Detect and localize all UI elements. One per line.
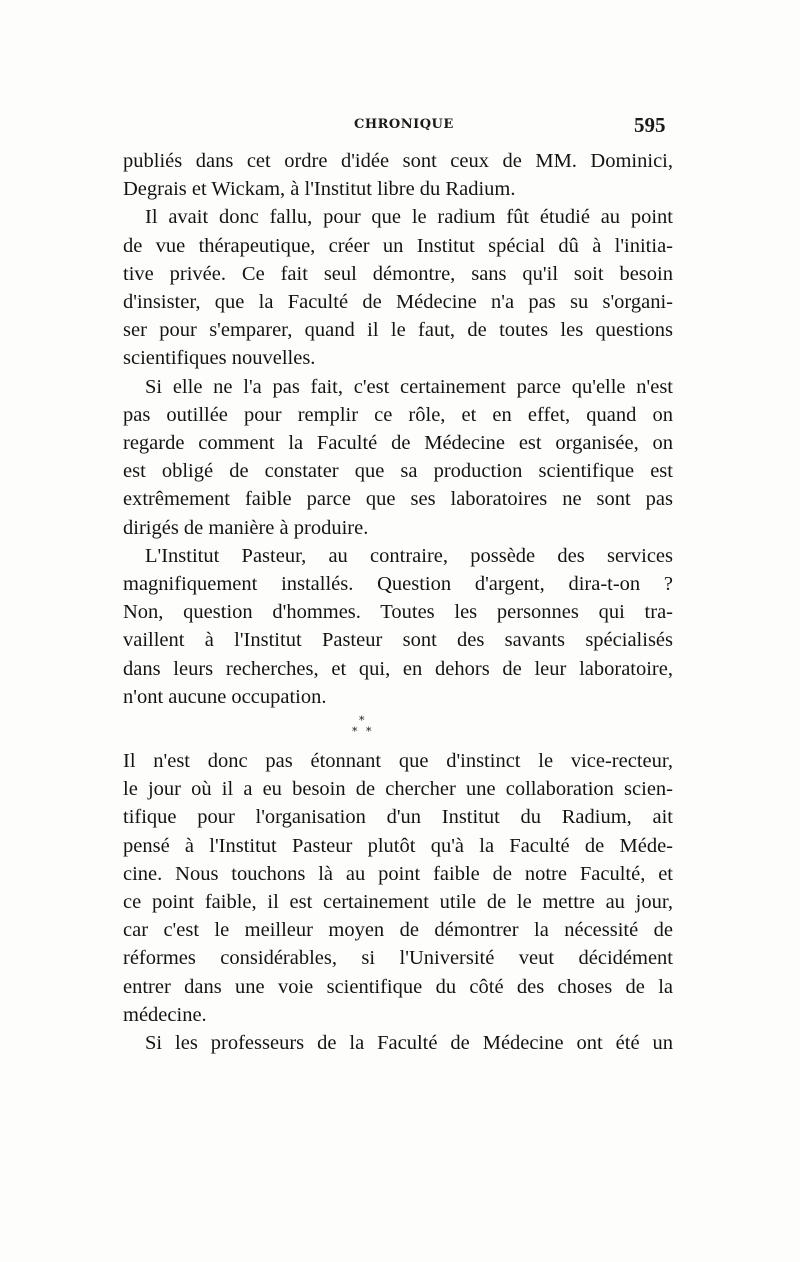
text-line: n'ont aucune occupation.	[123, 685, 327, 708]
text-line: ce point faible, il est certainement utile de le mettre au jour,	[123, 891, 673, 914]
text-line: Il avait donc fallu, pour que le radium fût étudié au point	[145, 206, 673, 229]
paragraph-4	[123, 542, 673, 711]
text-line: L'Institut Pasteur, au contraire, possède des services	[145, 544, 673, 567]
text-line: publiés dans cet ordre d'idée sont ceux de MM. Dominici,	[123, 150, 673, 172]
text-line: réformes considérables, si l'Université veut décidément	[123, 947, 673, 970]
page-header	[0, 113, 800, 139]
text-line: Degrais et Wickam, à l'Institut libre du Radium.	[123, 178, 516, 201]
text-line: car c'est le meilleur moyen de démontrer la nécessité de	[123, 919, 673, 942]
text-line: magnifiquement installés. Question d'argent, dira-t-on ?	[123, 573, 673, 596]
text-line: Si les professeurs de la Faculté de Médecine ont été un	[145, 1032, 673, 1055]
running-title: CHRONIQUE	[354, 117, 454, 132]
text-line: pas outillée pour remplir ce rôle, et en effet, quand on	[123, 403, 673, 426]
text-line: d'insister, que la Faculté de Médecine n'a pas su s'organi-	[123, 291, 673, 314]
body-text	[123, 147, 673, 1057]
page-number: 595	[634, 113, 666, 137]
text-line: scientifiques nouvelles.	[123, 347, 316, 370]
text-line: tifique pour l'organisation d'un Institut du Radium, ait	[123, 806, 673, 829]
text-line: dirigés de manière à produire.	[123, 516, 369, 539]
text-line: Si elle ne l'a pas fait, c'est certainement parce qu'elle n'est	[145, 375, 673, 398]
text-line: regarde comment la Faculté de Médecine est organisée, on	[123, 432, 673, 455]
text-line: de vue thérapeutique, créer un Institut spécial dû à l'initia-	[123, 234, 673, 257]
text-line: extrêmement faible parce que ses laboratoires ne sont pas	[123, 488, 673, 511]
text-line: est obligé de constater que sa production scientifique est	[123, 460, 673, 483]
asterism-star: *	[359, 714, 365, 728]
text-line: médecine.	[123, 1003, 207, 1026]
text-line: Il n'est donc pas étonnant que d'instinct le vice-recteur,	[123, 750, 673, 773]
text-line: ser pour s'emparer, quand il le faut, de toutes les questions	[123, 319, 673, 342]
text-line: vaillent à l'Institut Pasteur sont des savants spécialisés	[123, 629, 673, 652]
text-line: tive privée. Ce fait seul démontre, sans qu'il soit besoin	[123, 262, 673, 285]
paragraph-5	[123, 747, 673, 1029]
paragraph-6	[123, 1029, 673, 1057]
paragraph-2	[123, 203, 673, 372]
paragraph-1	[123, 147, 673, 203]
asterism-star: *	[352, 725, 358, 739]
text-line: dans leurs recherches, et qui, en dehors de leur laboratoire,	[123, 657, 673, 680]
section-asterism	[123, 711, 673, 747]
asterism-star: *	[366, 725, 372, 739]
text-line: Non, question d'hommes. Toutes les personnes qui tra-	[123, 601, 673, 624]
text-line: pensé à l'Institut Pasteur plutôt qu'à la Faculté de Méde-	[123, 834, 673, 857]
text-line: cine. Nous touchons là au point faible de notre Faculté, et	[123, 862, 673, 885]
paragraph-3	[123, 373, 673, 542]
text-line: le jour où il a eu besoin de chercher une collaboration scien-	[123, 778, 673, 801]
text-line: entrer dans une voie scientifique du côté des choses de la	[123, 975, 673, 998]
